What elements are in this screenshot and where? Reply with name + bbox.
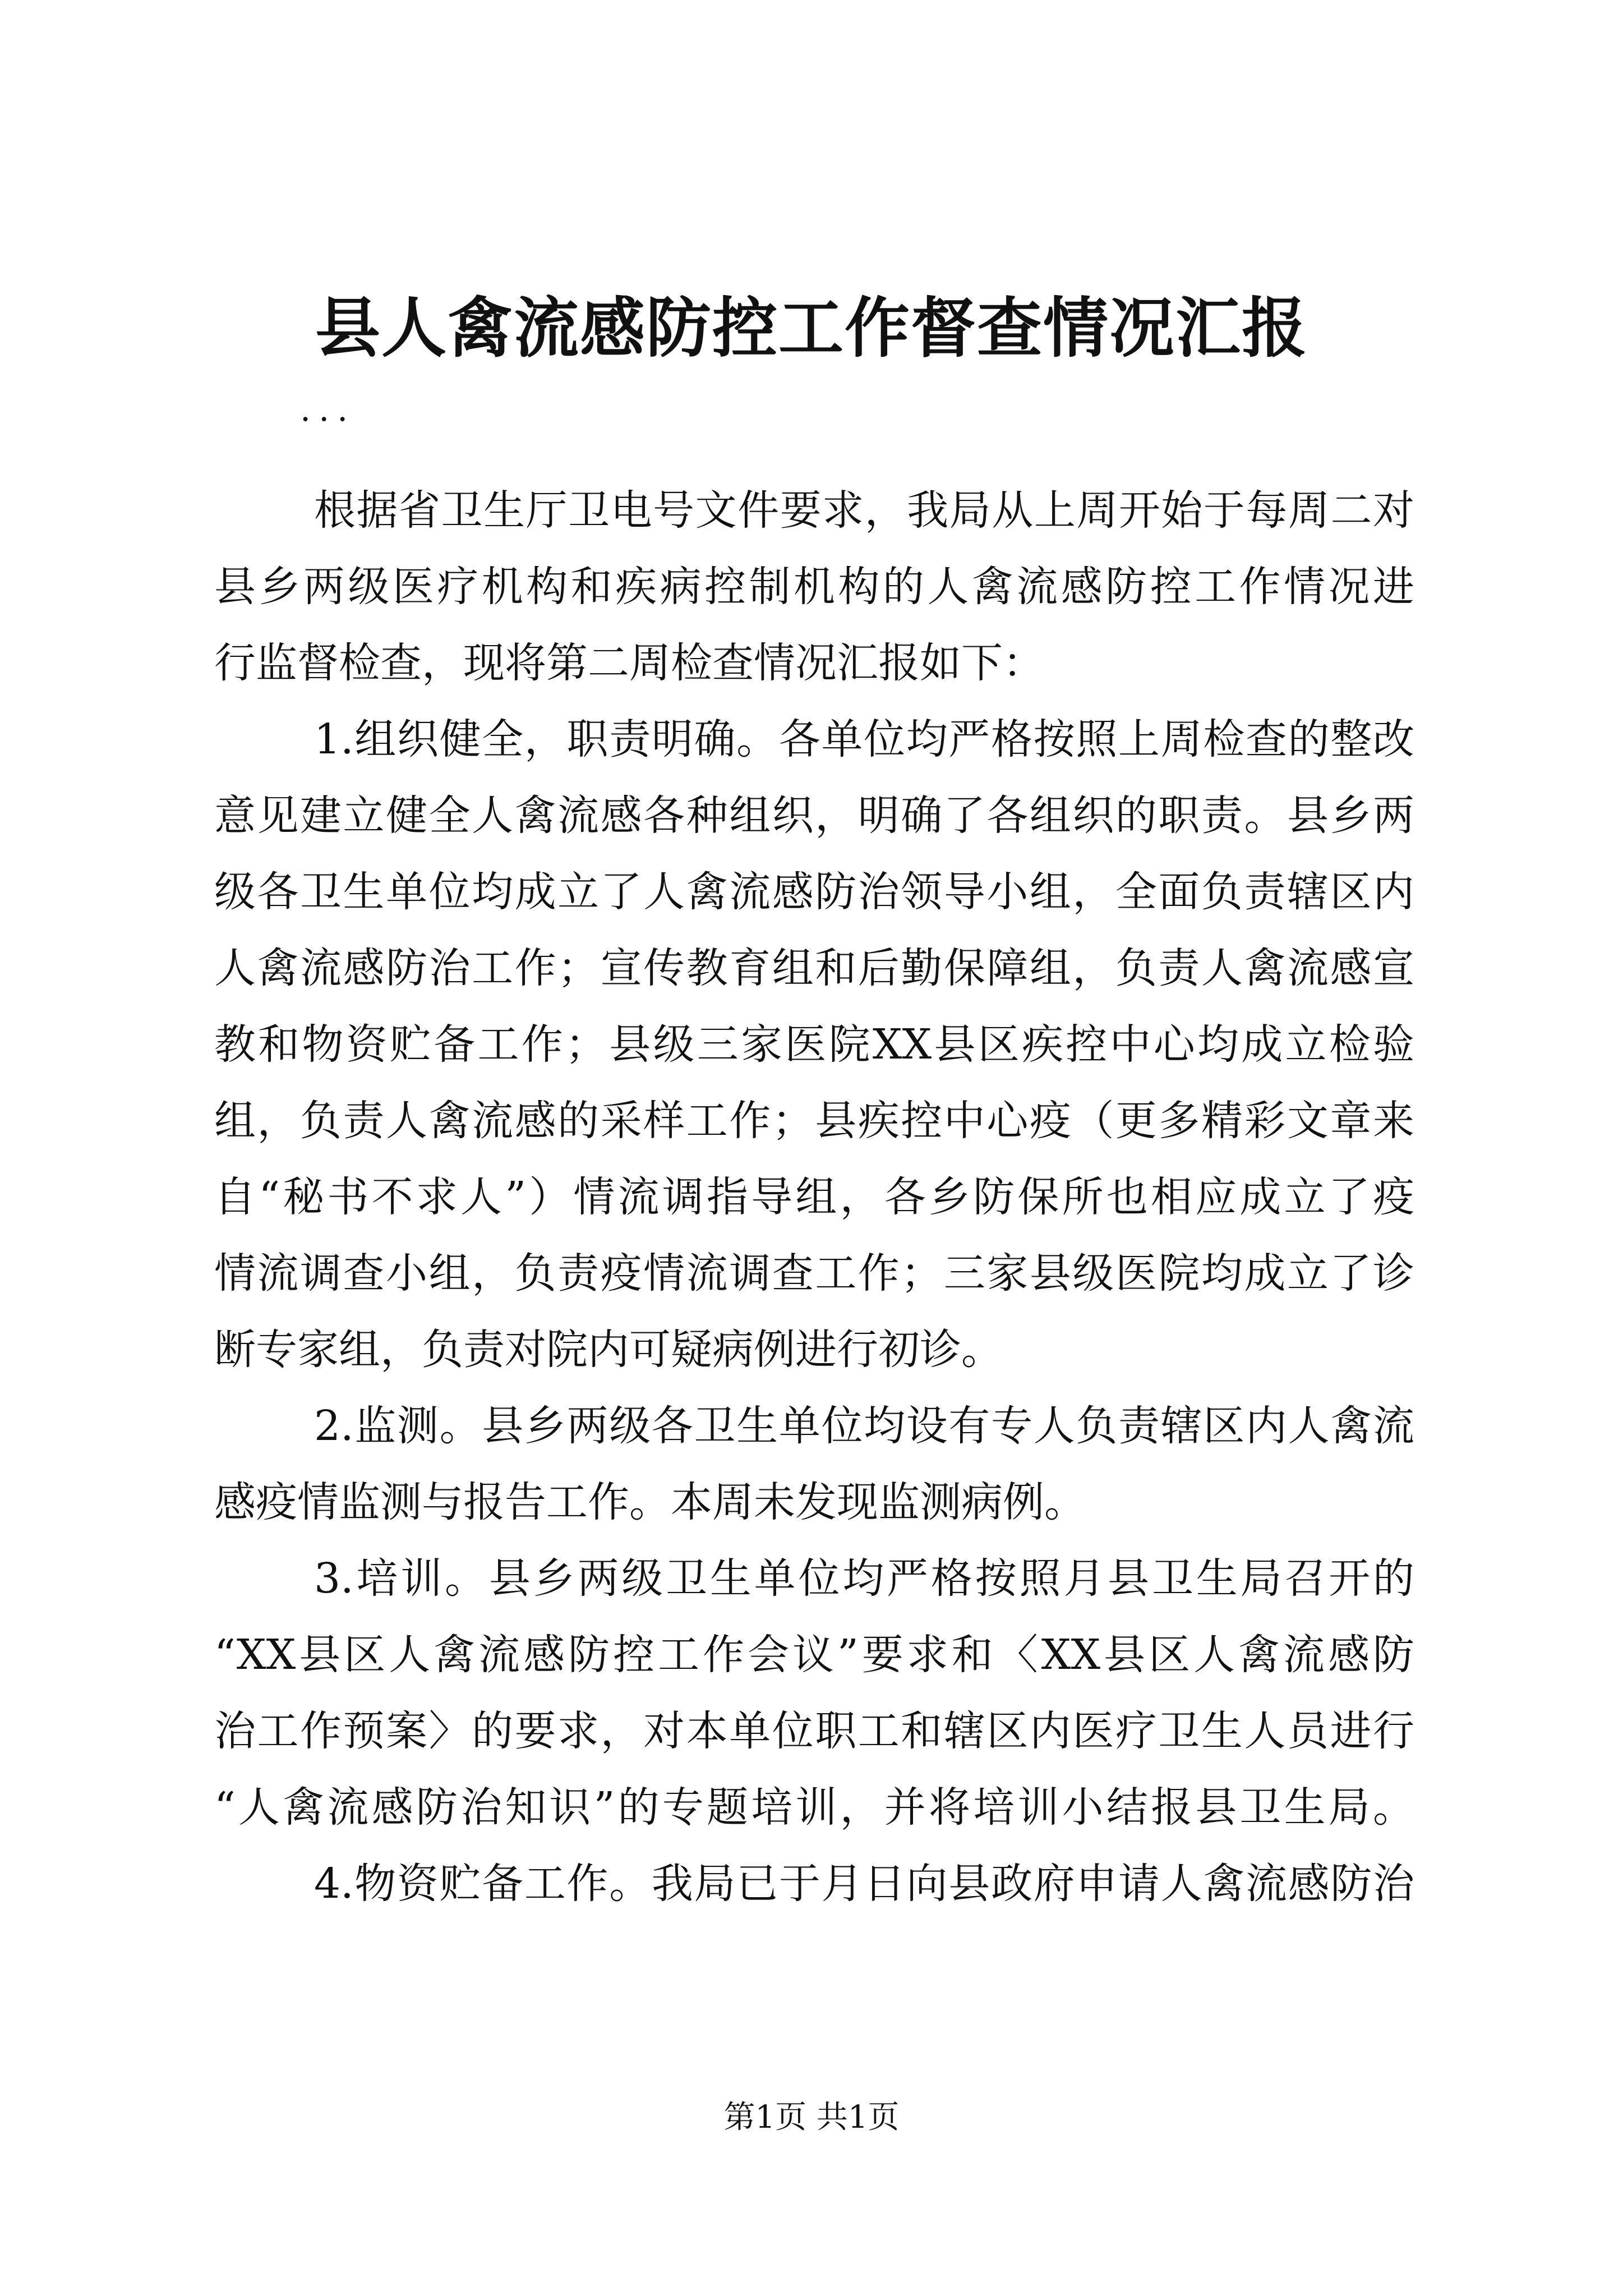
body-line: 级各卫生单位均成立了人禽流感防治领导小组，全面负责辖区内: [214, 868, 1414, 916]
body-line: 感疫情监测与报告工作。本周未发现监测病例。: [214, 1478, 1086, 1526]
body-line: 意见建立健全人禽流感各种组织，明确了各组织的职责。县乡两: [214, 792, 1414, 840]
body-line: 1.组织健全，职责明确。各单位均严格按照上周检查的整改: [314, 715, 1414, 763]
body-line: 教和物资贮备工作；县级三家医院XX县区疾控中心均成立检验: [214, 1020, 1414, 1069]
page-footer: 第1页 共1页: [723, 2099, 900, 2136]
body-line: “人禽流感防治知识”的专题培训，并将培训小结报县卫生局。: [214, 1783, 1414, 1832]
body-line: 县乡两级医疗机构和疾病控制机构的人禽流感防控工作情况进: [214, 563, 1414, 611]
body-line: “XX县区人禽流感防控工作会议”要求和〈XX县区人禽流感防: [214, 1631, 1414, 1679]
document-title: 县人禽流感防控工作督查情况汇报: [315, 290, 1308, 366]
body-line: 自“秘书不求人”）情流调指导组，各乡防保所也相应成立了疫: [214, 1173, 1414, 1221]
body-line: 3.培训。县乡两级卫生单位均严格按照月县卫生局召开的: [314, 1554, 1414, 1603]
body-line: 断专家组，负责对院内可疑病例进行初诊。: [214, 1326, 1003, 1374]
body-line: 人禽流感防治工作；宣传教育组和后勤保障组，负责人禽流感宣: [214, 944, 1414, 992]
body-line: 治工作预案〉的要求，对本单位职工和辖区内医疗卫生人员进行: [214, 1707, 1414, 1755]
body-line: 根据省卫生厅卫电号文件要求，我局从上周开始于每周二对: [314, 486, 1414, 535]
ellipsis-marker: ...: [300, 390, 356, 429]
body-line: 行监督检查，现将第二周检查情况汇报如下：: [214, 639, 1044, 687]
body-line: 4.物资贮备工作。我局已于月日向县政府申请人禽流感防治: [314, 1860, 1414, 1908]
body-line: 组，负责人禽流感的采样工作；县疾控中心疫（更多精彩文章来: [214, 1097, 1414, 1145]
body-line: 2.监测。县乡两级各卫生单位均设有专人负责辖区内人禽流: [314, 1402, 1414, 1450]
body-line: 情流调查小组，负责疫情流调查工作；三家县级医院均成立了诊: [214, 1249, 1414, 1297]
